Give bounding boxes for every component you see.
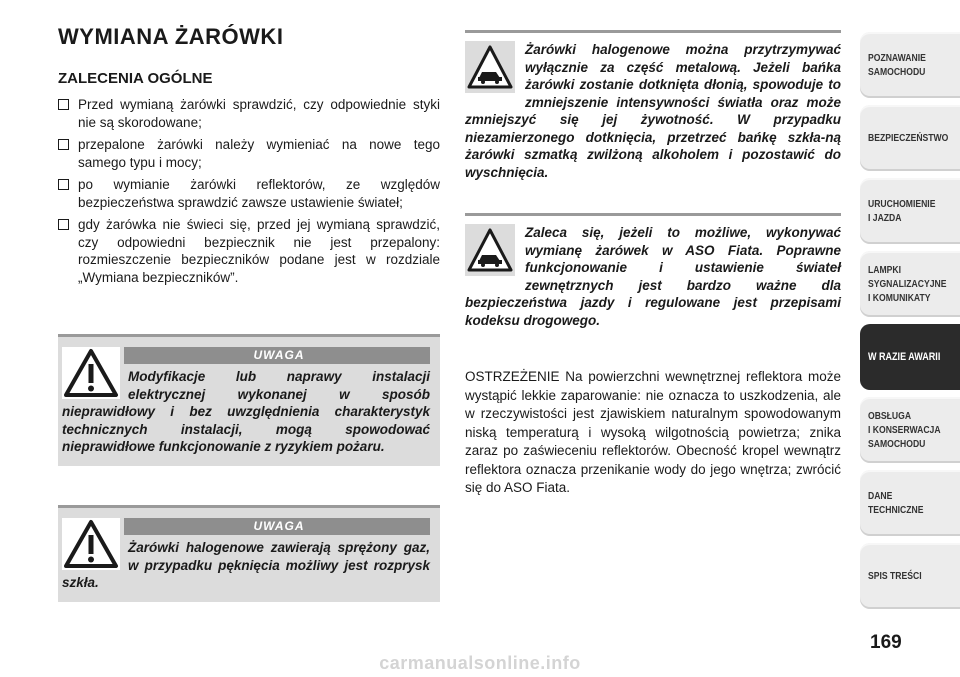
warning-text: Żarówki halogenowe zawierają sprężony gaz, w przypadku pęknięcia możliwy jest rozprysk szkła. <box>62 540 430 590</box>
note-text: Zaleca się, jeżeli to możliwe, wykonywać wymianę żarówek w ASO Fiata. Poprawne funkcjonowanie i ustawienie świateł zewnętrznych jest bardzo ważne dla bezpieczeństwa jazdy i regulowane jest przepisami kodeksu drogowego. <box>465 225 841 328</box>
note-box-aso-service <box>465 213 841 329</box>
chapter-tabs <box>860 32 960 616</box>
tab-uruchomienie-i-jazda[interactable]: URUCHOMIENIE I JAZDA <box>860 178 960 244</box>
checkbox-bullet-icon <box>58 99 69 110</box>
list-item: przepalone żarówki należy wymieniać na nowe tego samego typu i mocy; <box>58 136 440 171</box>
car-triangle-icon <box>465 224 515 276</box>
list-item: Przed wymianą żarówki sprawdzić, czy odpowiednie styki nie są skorodowane; <box>58 96 440 131</box>
warning-box-electrical <box>58 334 440 466</box>
watermark: carmanualsonline.info <box>379 653 581 673</box>
warning-label: UWAGA <box>124 518 430 535</box>
checkbox-bullet-icon <box>58 179 69 190</box>
warning-text: Modyfikacje lub naprawy instalacji elektrycznej wykonanej w sposób nieprawidłowy i bez uwzględnienia charakterystyk technicznych instalacji, mogą spowodować nieprawidłowe funkcjonowanie z ryzykiem pożaru. <box>62 369 430 454</box>
note-box-halogen-handling <box>465 30 841 181</box>
tab-poznawanie-samochodu[interactable]: POZNAWANIE SAMOCHODU <box>860 32 960 98</box>
warning-label: UWAGA <box>124 347 430 364</box>
tab-lampki-sygnalizacyjne[interactable]: LAMPKI SYGNALIZACYJNE I KOMUNIKATY <box>860 251 960 317</box>
page-number: 169 <box>870 632 902 653</box>
page-title: WYMIANA ŻARÓWKI <box>58 24 284 49</box>
warning-box-halogen <box>58 505 440 602</box>
bullet-list <box>58 96 440 291</box>
checkbox-bullet-icon <box>58 139 69 150</box>
exclamation-triangle-icon <box>62 518 120 570</box>
tab-spis-tresci[interactable]: SPIS TREŚCI <box>860 543 960 609</box>
list-item: po wymianie żarówki reflektorów, ze względów bezpieczeństwa sprawdzić zawsze ustawienie świateł; <box>58 176 440 211</box>
condensation-warning-text: OSTRZEŻENIE Na powierzchni wewnętrznej reflektora może wystąpić lekkie zaparowanie: nie oznacza to uszkodzenia, ale w rzeczywistości jest zjawiskiem naturalnym spowodowanym niską temperaturą i wysoką wilgotnością powietrza; znika zaraz po zaświeceniu reflektorów. Obecność kropel wewnątrz reflektora oznacza przenikanie wody do jego wnętrza; zwrócić się do ASO Fiata. <box>465 369 841 495</box>
note-text: Żarówki halogenowe można przytrzymywać wyłącznie za część metalową. Jeżeli bańka żarówki zostanie dotknięta dłonią, spowoduje to zmniejszenie intensywności światła oraz może zmniejszyć się jej żywotność. W przypadku niezamierzonego dotknięcia, przetrzeć bańkę szkła-ną żarówki szmatką zwilżoną alkoholem i pozostawić do wyschnięcia. <box>465 42 841 180</box>
section-heading: ZALECENIA OGÓLNE <box>58 70 213 87</box>
list-item: gdy żarówka nie świeci się, przed jej wymianą sprawdzić, czy odpowiedni bezpiecznik nie jest przepalony: rozmieszczenie bezpieczników podane jest w rozdziale „Wymiana bezpieczników”. <box>58 216 440 286</box>
checkbox-bullet-icon <box>58 219 69 230</box>
tab-obsluga-i-konserwacja[interactable]: OBSŁUGA I KONSERWACJA SAMOCHODU <box>860 397 960 463</box>
car-triangle-icon <box>465 41 515 93</box>
tab-dane-techniczne[interactable]: DANE TECHNICZNE <box>860 470 960 536</box>
tab-w-razie-awarii[interactable]: W RAZIE AWARII <box>860 324 960 390</box>
tab-bezpieczenstwo[interactable]: BEZPIECZEŃSTWO <box>860 105 960 171</box>
exclamation-triangle-icon <box>62 347 120 399</box>
